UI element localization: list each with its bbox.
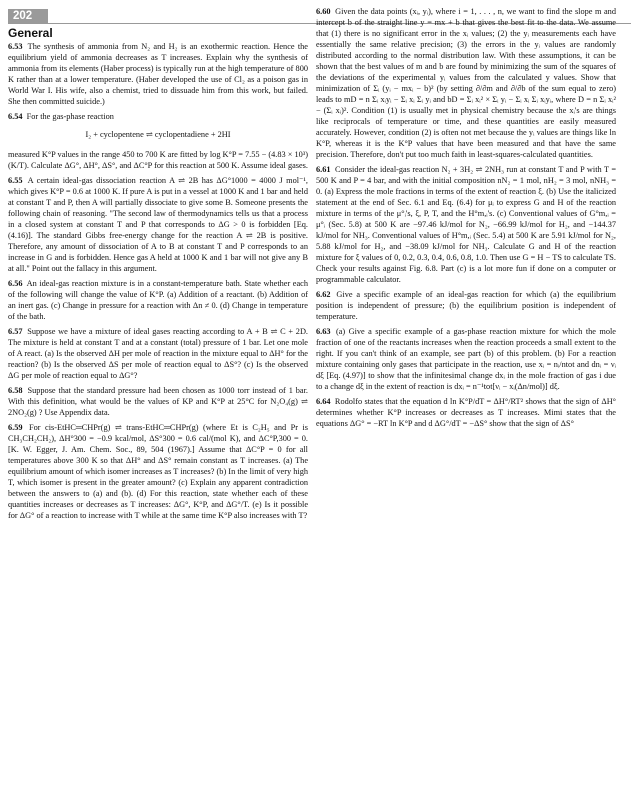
problem-6-55: 6.55 A certain ideal-gas dissociation reaction A ⇌ 2B has ΔG°1000 = 4000 J mol⁻¹, which gives K°P = 0.6 at 1000 K. If pure A is put in a vessel at 1000 K and 1 bar and held at constant T and P, then A will partially dissociate to give some B. Someone presents the following chain of reasoning. "The second law of thermodynamics tells us that a process in a closed system at constant T and P that corresponds to ΔG > 0 is forbidden [Eq. (4.16)]. The standard Gibbs free-energy change for the reaction A ⇌ 2B is positive. Therefore, any amount of dissociation of A to B at constant T and P corresponds to an increase in G and is forbidden. Hence gas A held at 1000 K and 1 bar will not give any B at all." Point out the fallacy in this argument.	[8, 176, 308, 273]
problem-6-59: 6.59 For cis-EtHC═CHPr(g) ⇌ trans-EtHC═CHPr(g) (where Et is C₂H₅ and Pr is CH₃CH₂CH₂), ΔH°300 = −0.9 kcal/mol, ΔS°300 = 0.6 cal/(mol K), and ΔC°P,300 = 0. [K. W. Egger, J. Am. Chem. Soc., 89, 504 (1967).] Assume that ΔC°P = 0 for all temperatures above 300 K so that ΔH° and ΔS° remain constant as T increases. (a) The equilibrium amount of which isomer increases as T increases? (b) In the limit of very high T, which isomer is present in the greater amount? (c) Explain any apparent contradiction between the answers to (a) and (b). (d) For this reaction, state whether each of these quantities increases or decreases as T increases: ΔG°, K°P, and ΔG°/T. (e) Is it possible for ΔG° of a reaction to increase with T while at the same time K°P also increases with T?	[8, 423, 308, 520]
problem-6-57: 6.57 Suppose we have a mixture of ideal gases reacting according to A + B ⇌ C + 2D. The mixture is held at constant T and at a constant (total) pressure of 1 bar. Let one mole of A react. (a) Is the observed ΔH per mole of reaction in the mixture equal to ΔH° for the reaction? (b) Is the observed ΔS per mole of reaction equal to ΔS°? (c) Is the observed ΔG per mole of reaction equal to ΔG°?	[8, 327, 309, 380]
problem-6-54: 6.54 For the gas-phase reaction	[8, 112, 114, 121]
problem-6-64: 6.64 Rodolfo states that the equation d ln K°P/dT = ΔH°/RT² shows that the sign of ΔH° determines whether K°P increases or decreases as T increases. Mimi states that the equations ΔG° = −RT ln K°P and d ΔG°/dT = −ΔS° show that the sign of ΔS°	[316, 397, 617, 428]
problem-6-63: 6.63 (a) Give a specific example of a gas-phase reaction mixture for which the mole fraction of one of the reactants increases when the reaction proceeds a small extent to the right. If you can't think of an example, see part (b) of this problem. (b) For a reaction mixture containing only gases that participate in the reaction, use xᵢ = nᵢ/ntot and dnᵢ = νᵢ dξ [Eq. (4.97)] to show that the infinitesimal change dxᵢ in the mole fraction of gas i due to a change dξ in the extent of reaction is dxᵢ = n⁻¹tot[νᵢ − xᵢ(Δn/mol)] dξ.	[316, 327, 616, 391]
problem-6-53: 6.53 The synthesis of ammonia from N₂ and H₂ is an exothermic reaction. Hence the equilibrium yield of ammonia decreases as T increases. Explain why the synthesis of ammonia from its elements (Haber process) is typically run at the high temperature of 800 K rather than at a lower temperature. (Haber developed the use of Cl₂ as a poison gas in World War I. His wife, also a chemist, tried to dissuade him from this work, but failed. She then committed suicide.)	[8, 42, 308, 106]
right-column	[316, 6, 616, 433]
problem-6-60: 6.60 Given the data points (xᵢ, yᵢ), where i = 1, . . . , n, we want to find the slope m and intercept b of the straight line y = mx + b that gives the best fit to the data. We assume that (1) there is no significant error in the xᵢ values; (2) the yᵢ measurements each have essentially the same relative precision; (3) the errors in the yᵢ values are randomly distributed according to the normal distribution law. With these assumptions, it can be shown that the best values of m and b are found by minimizing the sum of the squares of the deviations of the experimental yᵢ values from the calculated y values. Show that minimization of Σᵢ (yᵢ − mxᵢ − b)² (by setting ∂/∂m and ∂/∂b of the sum equal to zero) leads to mD = n Σᵢ xᵢyᵢ − Σᵢ xᵢ Σᵢ yᵢ and bD = Σᵢ xᵢ² × Σᵢ yᵢ − Σᵢ xᵢ Σᵢ xᵢyᵢ, where D = n Σᵢ xᵢ² − (Σᵢ xᵢ)². Condition (1) is usually met in physical chemistry because the xᵢ's are things like reciprocals of temperature or time, and these quantities are easily measured accurately. However, condition (2) is often not met because the yᵢ values are things like ln K°P, whereas it is the K°P values that have been measured and that have the same precision. Therefore, don't put too much faith in least-squares-calculated quantities.	[316, 7, 616, 159]
problem-6-56: 6.56 An ideal-gas reaction mixture is in a constant-temperature bath. State whether each of the following will change the value of K°P. (a) Addition of a reactant. (b) Addition of an inert gas. (c) Change in pressure for a reaction with Δn ≠ 0. (d) Change in temperature of the bath.	[8, 279, 308, 321]
problem-6-62: 6.62 Give a specific example of an ideal-gas reaction for which (a) the equilibrium position is independent of pressure; (b) the equilibrium position is independent of temperature.	[316, 290, 616, 321]
equation-6-54: I₂ + cyclopentene ⇌ cyclopentadiene + 2HI	[85, 130, 231, 139]
left-column	[8, 26, 308, 525]
page-number: 202	[8, 9, 48, 23]
section-title: General	[8, 26, 53, 40]
problem-6-58: 6.58 Suppose that the standard pressure had been chosen as 1000 torr instead of 1 bar. With this definition, what would be the values of KP and K°P at 25°C for N₂O₄(g) ⇌ 2NO₂(g) ? Use Appendix data.	[8, 386, 308, 417]
problem-6-54-continued: measured K°P values in the range 450 to 700 K are fitted by log K°P = 7.55 − (4.83 × 10³)(K/T). Calculate ΔG°, ΔH°, ΔS°, and ΔC°P for this reaction at 500 K. Assume ideal gases.	[8, 150, 308, 170]
problem-6-61: 6.61 Consider the ideal-gas reaction N₂ + 3H₂ ⇌ 2NH₃ run at constant T and P with T = 500 K and P = 4 bar, and with the initial composition nN₂ = 1 mol, nH₂ = 3 mol, nNH₃ = 0. (a) Express the mole fractions in terms of the extent of reaction ξ. (b) Use the italicized statement at the end of Sec. 6.1 and Eq. (6.4) for μᵢ to express G and H of the reaction mixture in terms of the μ°ᵢ's, ξ, P, T, and the H°m,ᵢ's. (c) Conventional values of G°m,ᵢ = μ°ᵢ (Sec. 5.8) at 500 K are −97.46 kJ/mol for N₂, −66.99 kJ/mol for H₂, and −144.37 kJ/mol for NH₃. Conventional values of H°m,ᵢ (Sec. 5.4) at 500 K are 5.91 kJ/mol for N₂, 5.88 kJ/mol for H₂, and −38.09 kJ/mol for NH₃. Calculate G and H of the reaction mixture for ξ values of 0, 0.2, 0.3, 0.4, 0.6, 0.8, 1.0. Then use G = H − TS to calculate TS. Check your results against Fig. 6.8. Part (c) is a lot more fun if done on a computer or programmable calculator.	[316, 165, 617, 284]
